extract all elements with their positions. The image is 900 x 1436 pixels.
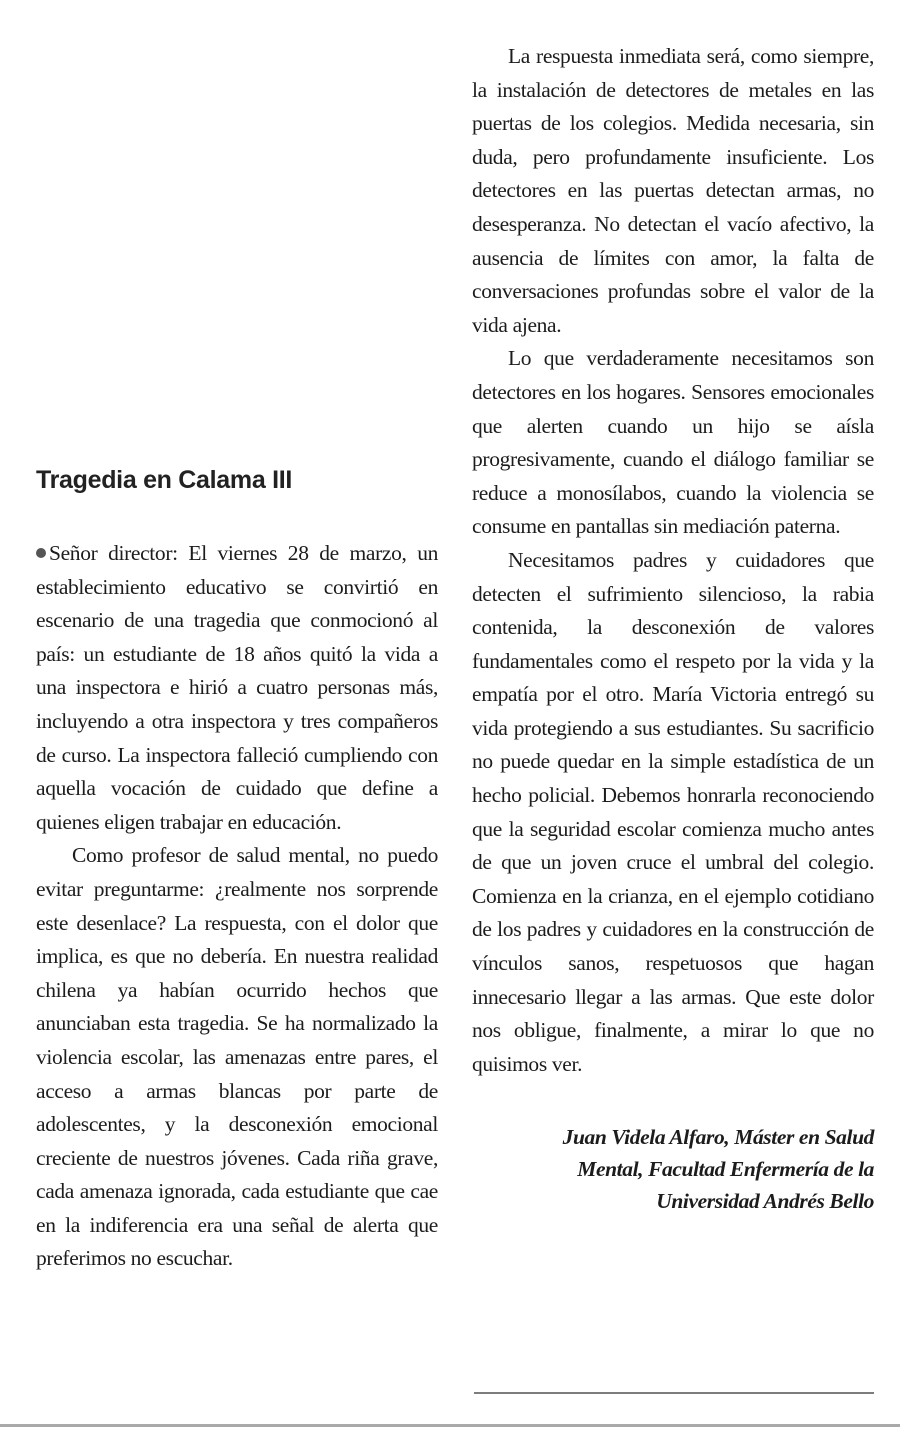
signature-line-1: Juan Videla Alfaro, Máster en Salud <box>562 1125 874 1150</box>
right-column <box>472 40 874 1217</box>
signature-line-2: Mental, Facultad Enfermería de la <box>577 1157 874 1182</box>
left-column-text <box>36 537 438 1276</box>
letter-headline: Tragedia en Calama III <box>36 466 293 494</box>
author-signature <box>472 1121 874 1217</box>
paragraph-4: Lo que verdaderamente necesitamos son detectores en los hogares. Sensores emocionales que alerten cuando un hijo se aísla progresivamente, cuando el diálogo familiar se reduce a monosílabos, cuando la violencia se consume en pantallas sin mediación paterna. <box>472 346 874 539</box>
page-bottom-rule <box>0 1424 900 1427</box>
paragraph-2: Como profesor de salud mental, no puedo evitar preguntarme: ¿realmente nos sorprende este desenlace? La respuesta, con el dolor que implica, es que no debería. En nuestra realidad chilena ya habían ocurrido hechos que anunciaban esta tragedia. Se ha normalizado la violencia escolar, las amenazas entre pares, el acceso a armas blancas por parte de adolescentes, y la desconexión emocional creciente de nuestros jóvenes. Cada riña grave, cada amenaza ignorada, cada estudiante que cae en la indiferencia era una señal de alerta que preferimos no escuchar. <box>36 843 438 1271</box>
signature-line-3: Universidad Andrés Bello <box>656 1189 874 1214</box>
paragraph-1-text: Señor director: El viernes 28 de marzo, un establecimiento educativo se convirtió en escenario de una tragedia que conmocionó al país: un estudiante de 18 años quitó la vida a una inspectora e hirió a cuatro personas más, incluyendo a otra inspectora y tres compañeros de curso. La inspectora falleció cumpliendo con aquella vocación de cuidado que define a quienes eligen trabajar en educación. <box>36 541 438 834</box>
paragraph-3: La respuesta inmediata será, como siempre, la instalación de detectores de metales en las puertas de los colegios. Medida necesaria, sin duda, pero profundamente insuficiente. Los detectores en las puertas detectan armas, no desesperanza. No detectan el vacío afectivo, la ausencia de límites con amor, la falta de conversaciones profundas sobre el valor de la vida ajena. <box>472 44 874 337</box>
column-end-rule <box>474 1392 874 1394</box>
paragraph-5: Necesitamos padres y cuidadores que detecten el sufrimiento silencioso, la rabia contenida, la desconexión de valores fundamentales como el respeto por la vida y la empatía por el otro. María Victoria entregó su vida protegiendo a sus estudiantes. Su sacrificio no puede quedar en la simple estadística de un hecho policial. Debemos honrarla reconociendo que la seguridad escolar comienza mucho antes de que un joven cruce el umbral del colegio. Comienza en la crianza, en el ejemplo cotidiano de los padres y cuidadores en la construcción de vínculos sanos, respetuosos que hagan innecesario llegar a las armas. Que este dolor nos obligue, finalmente, a mirar lo que no quisimos ver. <box>472 547 874 1076</box>
bullet-icon <box>36 548 46 558</box>
paragraph-1 <box>36 537 438 839</box>
